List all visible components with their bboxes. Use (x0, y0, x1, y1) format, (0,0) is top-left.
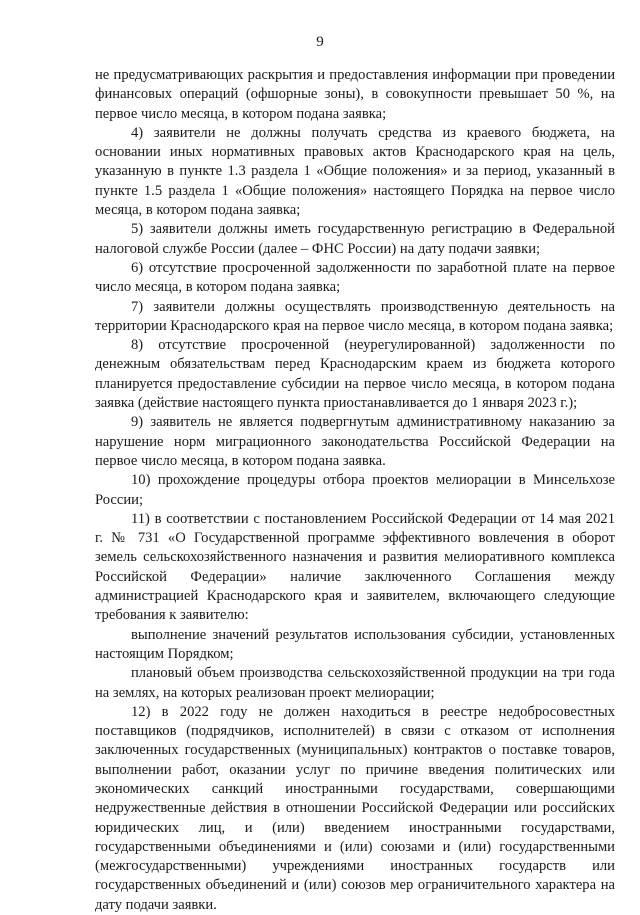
paragraph-item-7: 7) заявители должны осуществлять производственную деятельность на территории Краснодарского края на первое число месяца, в котором подана заявка; (95, 298, 615, 334)
paragraph-continuation: не предусматривающих раскрытия и предоставления информации при проведении финансовых операций (офшорные зоны), в совокупности превышает 50 %, на первое число месяца, в котором подана заявка; (95, 67, 615, 122)
paragraph-item-12: 12) в 2022 году не должен находиться в реестре недобросовестных поставщиков (подрядчиков, исполнителей) в связи с отказом от исполнения заключенных государственных (муниципальных) контрактов о поставке товаров, выполнении работ, оказании услуг по причине введения политических или экономических санкций иностранными государствами, совершающими недружественные действия в отношении Российской Федерации или российских юридических лиц, и (или) введением иностранными государствами, государственными объединениями и (или) союзами и (или) государственными (межгосударственными) учреждениями иностранных государств или государственных объединений и (или) союзов мер ограничительного характера на дату подачи заявки. (95, 703, 615, 913)
paragraph-item-4: 4) заявители не должны получать средства из краевого бюджета, на основании иных нормативных правовых актов Краснодарского края на цель, указанную в пункте 1.3 раздела 1 «Общие положения» и за период, указанный в пункте 1.5 раздела 1 «Общие положения» настоящего Порядка на первое число месяца, в котором подана заявка; (95, 124, 615, 219)
paragraph-item-5: 5) заявители должны иметь государственную регистрацию в Федеральной налоговой службе России (далее – ФНС России) на дату подачи заявки; (95, 221, 615, 257)
paragraph-requirement-1: выполнение значений результатов использования субсидии, установленных настоящим Порядком; (95, 626, 615, 662)
paragraph-item-6: 6) отсутствие просроченной задолженности по заработной плате на первое число месяца, в котором подана заявка; (95, 259, 615, 296)
paragraph-item-9: 9) заявитель не является подвергнутым административному наказанию за нарушение норм миграционного законодательства Российской Федерации на первое число месяца, в котором подана заявка. (95, 414, 615, 469)
document-body (95, 66, 615, 915)
paragraph-item-8: 8) отсутствие просроченной (неурегулированной) задолженности по денежным обязательствам перед Краснодарским краем из бюджета которого планируется предоставление субсидии на первое число месяца, в котором подана заявка (действие настоящего пункта приостанавливается до 1 января 2023 г.); (95, 337, 615, 412)
page-number: 9 (316, 34, 324, 50)
paragraph-item-10: 10) прохождение процедуры отбора проектов мелиорации в Минсельхозе России; (95, 472, 615, 508)
paragraph-requirement-2: плановый объем производства сельскохозяйственной продукции на три года на землях, на которых реализован проект мелиорации; (95, 665, 615, 701)
paragraph-item-11: 11) в соответствии с постановлением Российской Федерации от 14 мая 2021 г. № 731 «О Государственной программе эффективного вовлечения в оборот земель сельскохозяйственного назначения и развития мелиоративного комплекса Российской Федерации» наличие заключенного Соглашения между администрацией Краснодарского края и заявителем, включающего следующие требования к заявителю: (95, 510, 615, 624)
